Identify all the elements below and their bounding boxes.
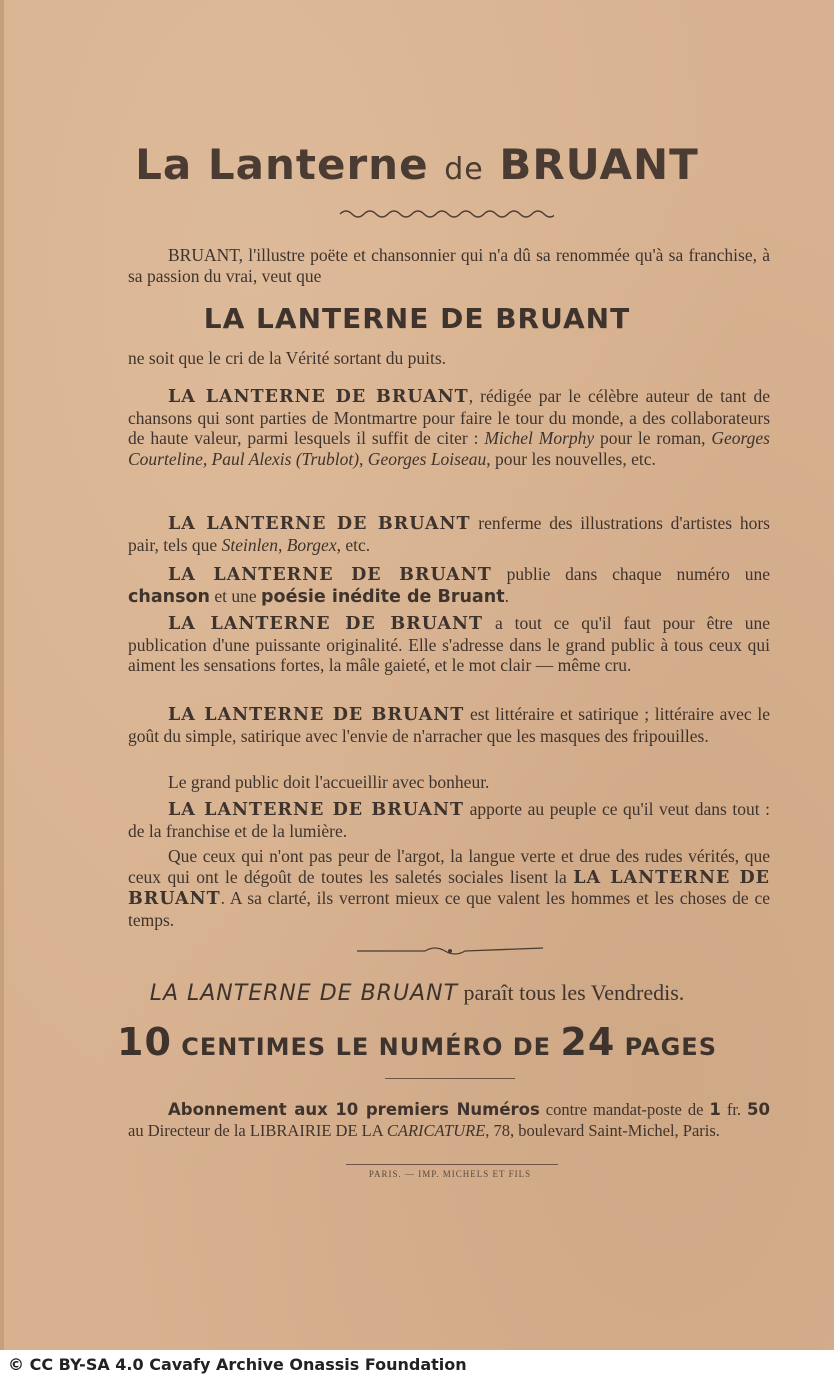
printer-rule xyxy=(346,1164,558,1165)
lanterne-name: LA LANTERNE DE BRUANT xyxy=(168,614,484,634)
p3-text-b: et une xyxy=(210,585,262,606)
title-part1: La Lanterne xyxy=(135,140,429,189)
printer-imprint: PARIS. — IMP. MICHELS ET FILS xyxy=(368,1169,532,1179)
p8-text-a: Que ceux qui n'ont pas peur de l'argot, la langue verte et drue des rudes vérités, que ceux qui ont le dégoût de toutes les saletés sociales lisent la xyxy=(128,846,770,887)
sub-a: Abonnement aux xyxy=(168,1100,336,1119)
sub-fr2: 50 xyxy=(747,1100,770,1119)
lanterne-name: LA LANTERNE DE BRUANT xyxy=(168,705,465,725)
intro-end: ne soit que le cri de la Vérité sortant du puits. xyxy=(128,348,446,368)
intro-paragraph: BRUANT, l'illustre poëte et chansonnier qui n'a dû sa renommée qu'à sa franchise, à sa passion du vrai, veut que xyxy=(128,245,770,286)
p7-text: apporte au peuple ce qu'il veut dans tout : de la franchise et de la lumière. xyxy=(128,799,770,841)
sub-number: 10 xyxy=(335,1100,359,1119)
parait-name: LA LANTERNE DE BRUANT xyxy=(149,981,459,1006)
paragraph-satirique xyxy=(128,704,770,746)
sub-caricature: CARICATURE xyxy=(386,1120,486,1140)
p1-authors: Georges Courteline, Paul Alexis (Trublot), Georges Loiseau xyxy=(128,428,770,469)
paragraph-illustrations xyxy=(128,513,770,555)
sub-b: premiers Numéros xyxy=(358,1100,540,1119)
sheet-edge xyxy=(0,0,4,1350)
price-text-2: PAGES xyxy=(615,1033,717,1061)
p3-text-c: . xyxy=(504,585,509,606)
p1-morphy: Michel Morphy xyxy=(484,428,595,448)
title-part2: de xyxy=(444,152,484,187)
lanterne-name: LA LANTERNE DE BRUANT xyxy=(168,565,492,585)
lanterne-name: LA LANTERNE DE BRUANT xyxy=(128,867,770,909)
price-number-10: 10 xyxy=(117,1020,172,1064)
paragraph-bonheur: Le grand public doit l'accueillir avec bonheur. xyxy=(168,772,490,792)
price-line xyxy=(0,1020,834,1064)
p3-poesie: poésie inédite de Bruant xyxy=(261,586,505,607)
sub-c: contre mandat-poste de xyxy=(539,1100,710,1119)
lanterne-name: LA LANTERNE DE BRUANT xyxy=(168,800,465,820)
license-footer: © CC BY-SA 4.0 Cavafy Archive Onassis Foundation xyxy=(8,1355,467,1374)
sub-fr1: 1 xyxy=(709,1100,721,1119)
p8-text-b: . A sa clarté, ils verront mieux ce que valent les hommes et les choses de ce temps. xyxy=(128,888,770,930)
p3-text-a: publie dans chaque numéro une xyxy=(491,564,770,584)
p2-text-b: , etc. xyxy=(336,534,371,555)
sub-e: , 78, boulevard Saint-Michel, Paris. xyxy=(485,1120,720,1140)
publication-schedule xyxy=(0,980,834,1006)
lanterne-name: LA LANTERNE DE BRUANT xyxy=(168,514,471,534)
divider-rule xyxy=(385,1078,515,1079)
p1-text-a: , rédigée par le célèbre auteur de tant de chansons qui sont parties de Montmartre pour faire le tour du monde, a des collaborateurs de haute valeur, parmi lesquels il suffit de citer : xyxy=(128,386,770,448)
p4-text: a tout ce qu'il faut pour être une publication d'une puissante originalité. Elle s'adresse dans le grand public à tous ceux qui aiment les sensations fortes, la mâle gaieté, et le mot clair — même cru. xyxy=(128,613,770,675)
flourish-ornament xyxy=(355,942,545,956)
paragraph-collaborators xyxy=(128,386,770,469)
paragraph-argot xyxy=(128,846,770,930)
title-part3: BRUANT xyxy=(499,140,699,189)
sub-fr: fr. xyxy=(720,1100,748,1119)
p2-text-a: renferme des illustrations d'artistes hors pair, tels que xyxy=(128,513,770,555)
paragraph-originalite xyxy=(128,613,770,676)
p3-chanson: chanson xyxy=(128,586,210,607)
p1-text-c: , pour les nouvelles, etc. xyxy=(486,448,656,469)
subscription-paragraph xyxy=(128,1100,770,1141)
wavy-ornament xyxy=(338,206,554,222)
p1-text-b: pour le roman, xyxy=(594,428,712,448)
price-number-24: 24 xyxy=(560,1020,616,1064)
parait-rest: paraît tous les Vendredis. xyxy=(458,980,685,1005)
p5-text: est littéraire et satirique ; littéraire avec le goût du simple, satirique avec l'envie de n'arracher que les masques des fripouilles. xyxy=(128,704,770,746)
price-text-1: CENTIMES LE NUMÉRO DE xyxy=(171,1033,561,1061)
paragraph-peuple xyxy=(128,799,770,841)
heading: LA LANTERNE DE BRUANT xyxy=(203,302,631,335)
p2-artists: Steinlen, Borgex xyxy=(221,534,337,555)
paragraph-chanson xyxy=(128,564,770,607)
page-title xyxy=(0,140,834,189)
sub-d: au Directeur de la LIBRAIRIE DE LA xyxy=(128,1120,387,1140)
lanterne-name: LA LANTERNE DE BRUANT xyxy=(168,387,469,407)
